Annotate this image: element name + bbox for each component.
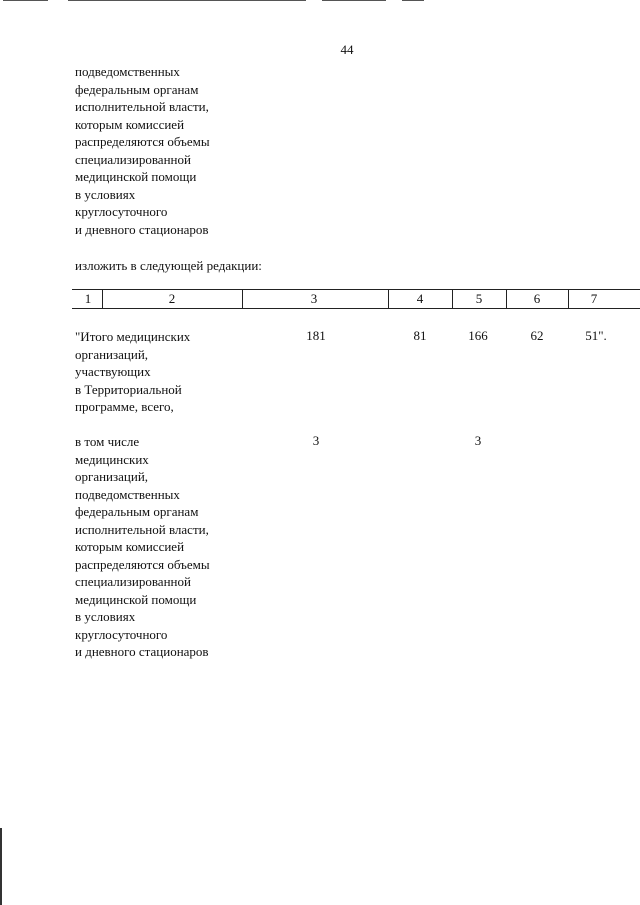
table-cell: 51". (585, 328, 607, 343)
column-header: 2 (168, 291, 176, 306)
table-header (72, 289, 640, 309)
column-separator (568, 289, 569, 309)
instruction-text: изложить в следующей редакции: (75, 258, 262, 273)
table-cell: 62 (530, 328, 544, 343)
scan-line (68, 0, 306, 1)
scan-line (402, 0, 424, 1)
scan-edge-mark (0, 828, 2, 905)
table-cell: 166 (468, 328, 488, 343)
header-rule-top (72, 289, 640, 290)
table-cell: 181 (306, 328, 326, 343)
column-separator (452, 289, 453, 309)
table-cell: 3 (474, 433, 482, 448)
table-row-label: в том числе медицинских организаций, подведомственных федеральным органам исполнительной власти, которым комиссией распределяются объемы специализированной медицинской помощи в условиях круглосуточного и дневного стационаров (75, 434, 210, 659)
header-rule-bottom (72, 308, 640, 309)
column-separator (102, 289, 103, 309)
column-header: 6 (533, 291, 541, 306)
column-header: 3 (310, 291, 318, 306)
column-header: 5 (475, 291, 483, 306)
intro-text: подведомственных федеральным органам исполнительной власти, которым комиссией распределяются объемы специализированной медицинской помощи в условиях круглосуточного и дневного стационаров (75, 64, 210, 237)
table-row-label: "Итого медицинских организаций, участвующих в Территориальной программе, всего, (75, 329, 191, 414)
column-header: 4 (416, 291, 424, 306)
table-cell: 3 (312, 433, 320, 448)
table-cell: 81 (413, 328, 427, 343)
column-separator (506, 289, 507, 309)
column-header: 7 (590, 291, 598, 306)
column-separator (388, 289, 389, 309)
scan-line (322, 0, 386, 1)
column-separator (242, 289, 243, 309)
column-header: 1 (84, 291, 92, 306)
scan-line (3, 0, 48, 1)
page-number: 44 (340, 42, 354, 57)
